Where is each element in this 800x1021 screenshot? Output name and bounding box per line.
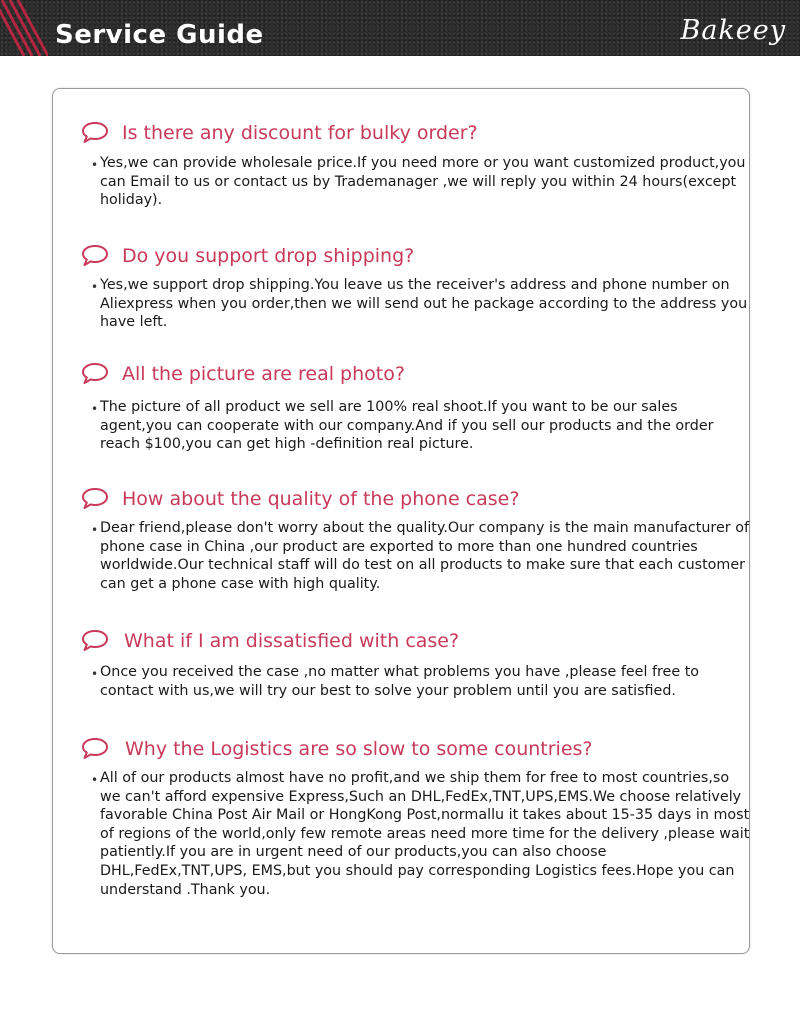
- brand-logo: Bakeey: [680, 15, 786, 46]
- speech-bubble-icon: [80, 486, 110, 512]
- faq-answer: Yes,we can provide wholesale price.If you need more or you want customized product,you can Email to us or contact us by Trademanager ,we will reply you within 24 hours(except holiday).: [100, 155, 746, 209]
- faq-answer: Yes,we support drop shipping.You leave us the receiver's address and phone number on Aliexpress when you order,then we will send out he package according to the address you have left.: [100, 277, 748, 331]
- faq-question: Do you support drop shipping?: [122, 245, 415, 267]
- speech-bubble-icon: [80, 120, 110, 146]
- page-title: Service Guide: [55, 20, 264, 50]
- speech-bubble-icon: [80, 243, 110, 269]
- bullet: •: [91, 667, 99, 681]
- faq-question: How about the quality of the phone case?: [122, 488, 520, 510]
- speech-bubble-icon: [80, 736, 110, 762]
- bullet: •: [91, 402, 99, 416]
- faq-question: Why the Logistics are so slow to some countries?: [125, 738, 593, 760]
- faq-answer: Once you received the case ,no matter what problems you have ,please feel free to contact with us,we will try our best to solve your problem until you are satisfied.: [100, 664, 700, 699]
- faq-answer: Dear friend,please don't worry about the quality.Our company is the main manufacturer of phone case in China ,our product are exported to more than one hundred countries worldwide.Our technical staff will do test on all products to make sure that each customer can get a phone case with high quality.: [100, 520, 749, 592]
- faq-question: What if I am dissatisfied with case?: [124, 630, 460, 652]
- bullet: •: [91, 280, 99, 294]
- header-banner: [0, 0, 800, 56]
- stripes-decoration: [0, 0, 48, 56]
- bullet: •: [91, 158, 99, 172]
- faq-question: All the picture are real photo?: [122, 363, 405, 385]
- speech-bubble-icon: [80, 628, 110, 654]
- faq-answer: All of our products almost have no profit,and we ship them for free to most countries,so we can't afford expensive Express,Such an DHL,FedEx,TNT,UPS,EMS.We choose relatively favorable China Post Air Mail or HongKong Post,normallu it takes about 15-35 days in most of regions of the world,only few remote areas need more time for the delivery ,please wait patiently.If you are in urgent need of our products,you can also choose DHL,FedEx,TNT,UPS, EMS,but you should pay corresponding Logistics fees.Hope you can understand .Thank you.: [100, 770, 750, 898]
- faq-question: Is there any discount for bulky order?: [122, 122, 478, 144]
- faq-answer: The picture of all product we sell are 100% real shoot.If you want to be our sales agent,you can cooperate with our company.And if you sell our products and the order reach $100,you can get high -definition real picture.: [100, 399, 714, 453]
- speech-bubble-icon: [80, 361, 110, 387]
- bullet: •: [91, 523, 99, 537]
- bullet: •: [91, 773, 99, 787]
